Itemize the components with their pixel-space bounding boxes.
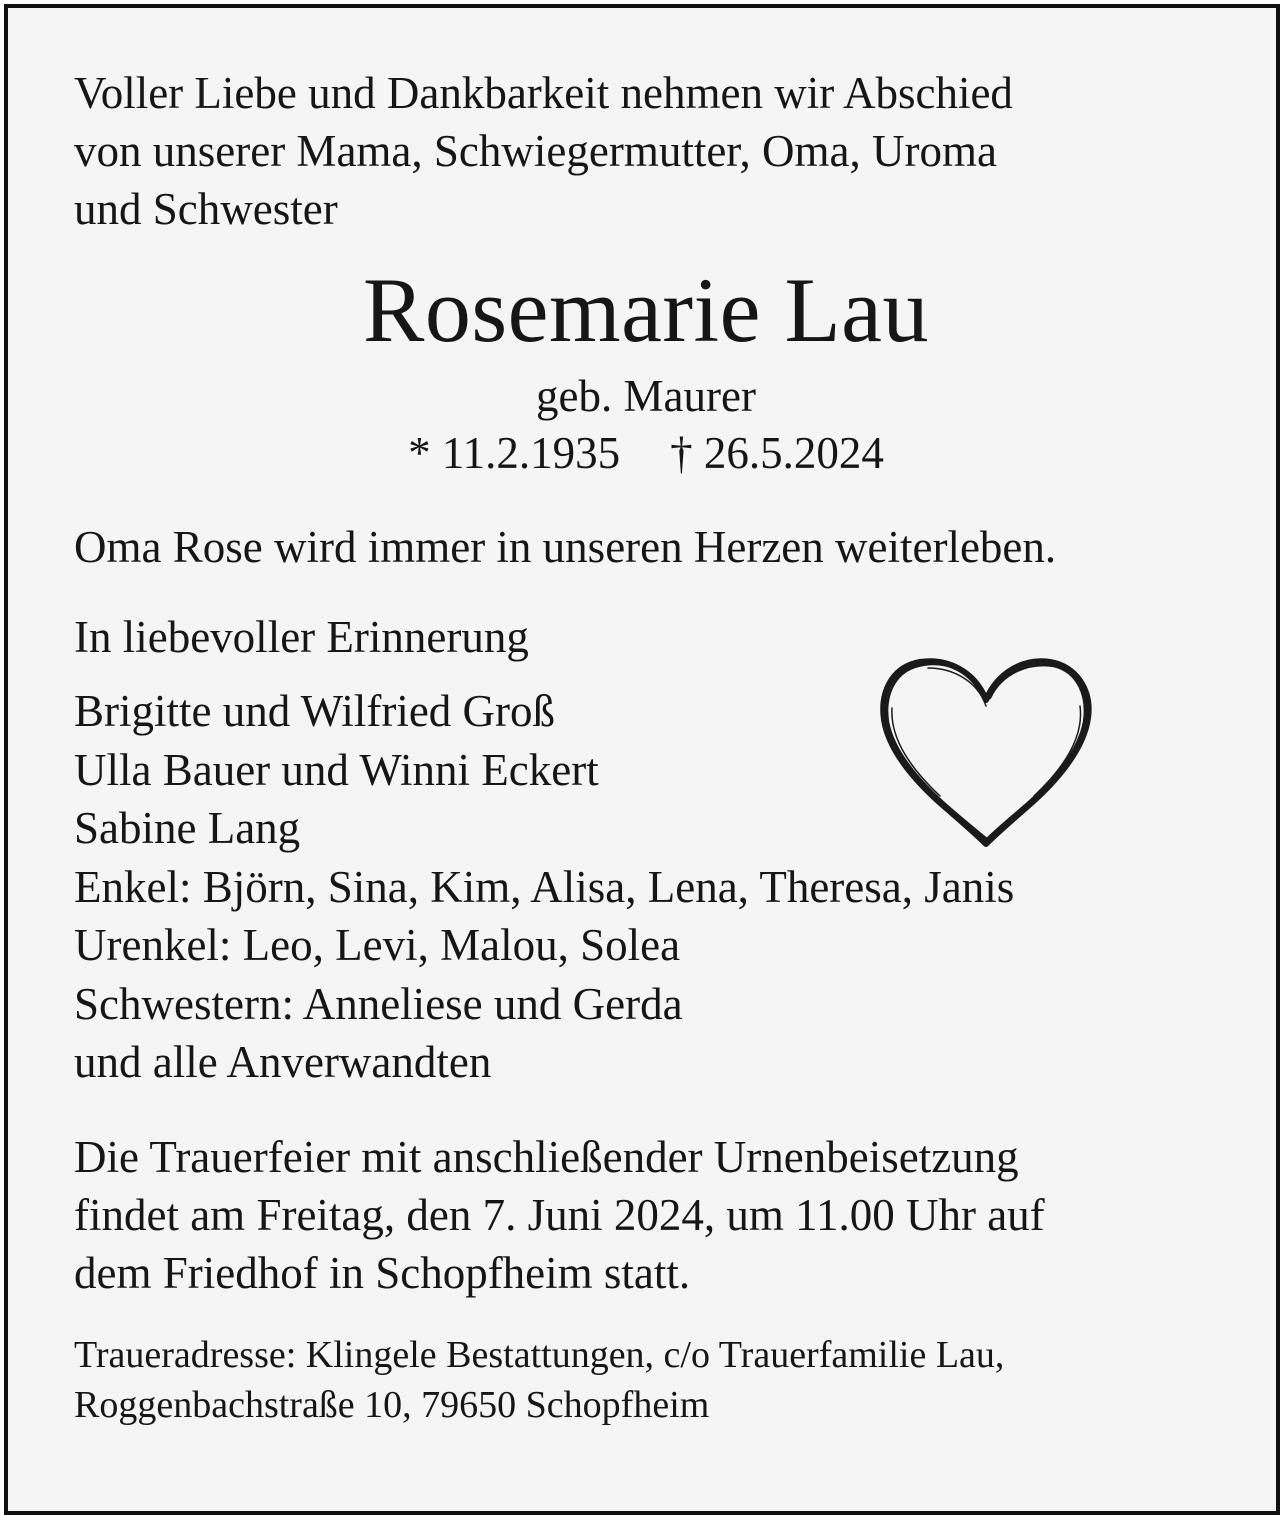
maiden-name: geb. Maurer [536,371,756,421]
list-item: Sabine Lang [74,803,301,853]
intro-line-2: von unserer Mama, Schwiegermutter, Oma, Uroma [74,126,997,176]
service-line-1: Die Trauerfeier mit anschließender Urnenbeisetzung [74,1131,1019,1182]
life-dates [74,424,1218,482]
death-date: † 26.5.2024 [670,428,884,478]
service-line-2: findet am Freitag, den 7. Juni 2024, um 11.00 Uhr auf [74,1189,1045,1240]
service-line-3: dem Friedhof in Schopfheim statt. [74,1247,691,1298]
list-item: Enkel: Björn, Sina, Kim, Alisa, Lena, Theresa, Janis [74,861,1015,912]
list-item: und alle Anverwandten [74,1037,492,1087]
memory-line: In liebevoller Erinnerung [74,612,529,662]
deceased-name: Rosemarie Lau [363,259,929,361]
intro-text [74,64,1218,238]
intro-line-3: und Schwester [74,184,338,234]
mourning-address [74,1330,1218,1430]
list-item: Brigitte und Wilfried Groß [74,686,556,736]
birth-date: * 11.2.1935 [408,428,621,478]
obituary-frame [4,4,1280,1515]
service-text [74,1128,1218,1302]
address-line-2: Roggenbachstraße 10, 79650 Schopfheim [74,1383,710,1426]
address-line-1: Traueradresse: Klingele Bestattungen, c/o Trauerfamilie Lau, [74,1333,1005,1376]
list-item: Ulla Bauer und Winni Eckert [74,744,599,795]
list-item: Urenkel: Leo, Levi, Malou, Solea [74,920,681,970]
motto-text: Oma Rose wird immer in unseren Herzen weiterleben. [74,522,1057,572]
intro-line-1: Voller Liebe und Dankbarkeit nehmen wir Abschied [74,68,1013,118]
list-item: Schwestern: Anneliese und Gerda [74,978,683,1029]
heart-icon [874,648,1100,858]
